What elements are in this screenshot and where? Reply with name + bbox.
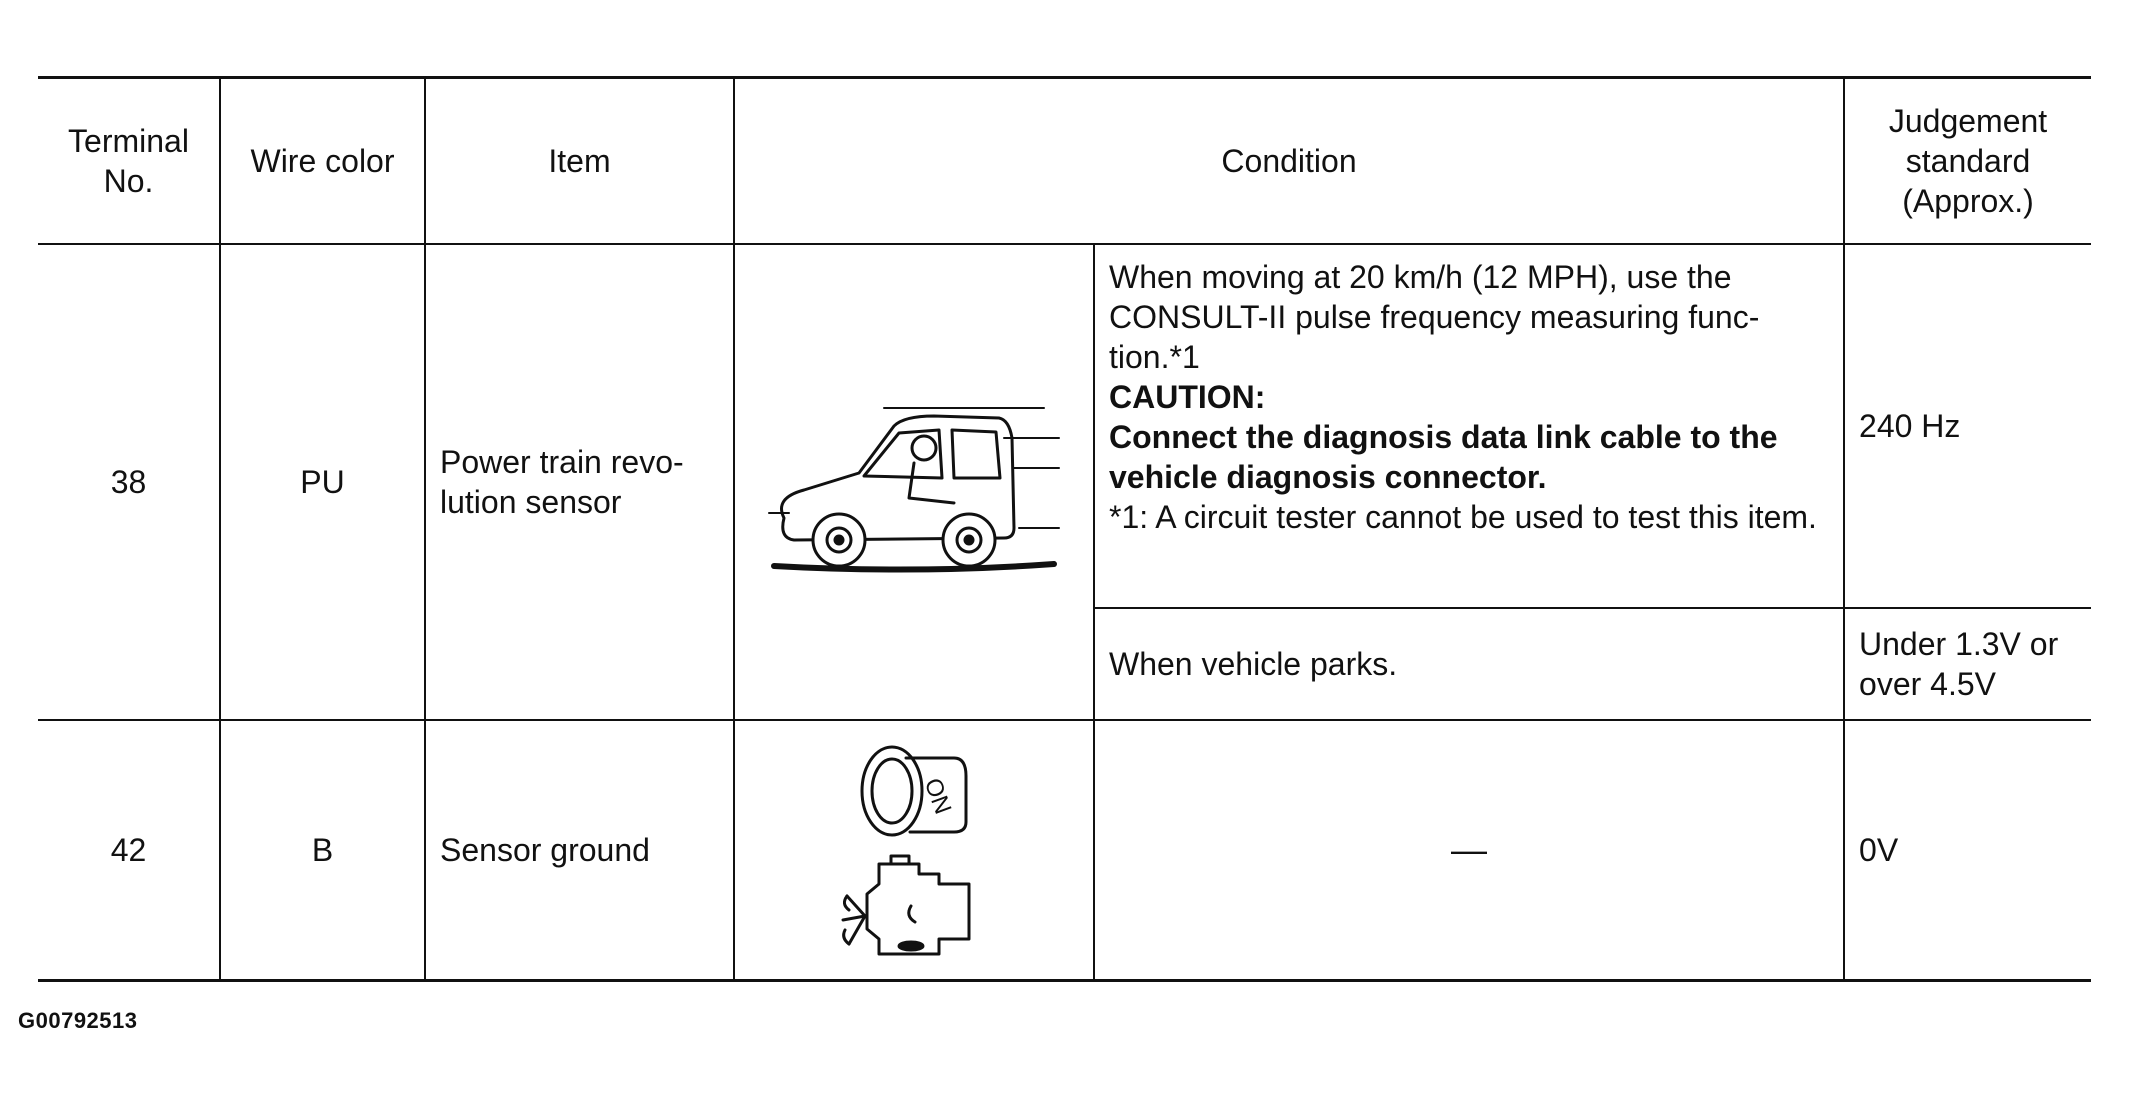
caution-label: CAUTION: xyxy=(1109,379,1266,415)
terminal-spec-table xyxy=(38,76,2091,982)
table-header-row xyxy=(38,78,2091,245)
wire-color-cell: B xyxy=(220,720,425,980)
figure-id: G00792513 xyxy=(18,1008,138,1033)
table-row xyxy=(38,244,2091,608)
item-cell: Sensor ground xyxy=(425,720,734,980)
terminal-cell: 42 xyxy=(38,720,220,980)
engine-running-icon xyxy=(839,854,989,964)
table-row xyxy=(38,720,2091,980)
em-dash: — xyxy=(1451,829,1487,871)
header-terminal-line2: No. xyxy=(103,163,154,199)
condition-driving-text: When moving at 20 km/h (12 MPH), use the CONSULT-II pulse frequency measuring func-tion.*1 xyxy=(1109,259,1760,375)
header-terminal-no xyxy=(38,78,220,245)
condition-driving-cell xyxy=(1094,244,1844,608)
wire-color-cell: PU xyxy=(220,244,425,720)
header-item: Item xyxy=(425,78,734,245)
condition-parked-cell: When vehicle parks. xyxy=(1094,608,1844,720)
footnote-text: *1: A circuit tester cannot be used to test this item. xyxy=(1109,499,1817,535)
header-wire-color: Wire color xyxy=(220,78,425,245)
caution-text: Connect the diagnosis data link cable to the vehicle diagnosis connector. xyxy=(1109,419,1778,495)
judgement-cell-driving: 240 Hz xyxy=(1844,244,2091,608)
condition-icon-cell xyxy=(734,244,1094,720)
header-condition: Condition xyxy=(734,78,1844,245)
judgement-cell-parked: Under 1.3V or over 4.5V xyxy=(1844,608,2091,720)
condition-icon-cell xyxy=(734,720,1094,980)
terminal-cell: 38 xyxy=(38,244,220,720)
header-terminal-line1: Terminal xyxy=(68,123,189,159)
car-with-driver-moving-icon xyxy=(764,378,1064,578)
condition-ground-cell xyxy=(1094,720,1844,980)
svg-text:ON: ON xyxy=(918,774,957,818)
judgement-cell-ground: 0V xyxy=(1844,720,2091,980)
header-judgement: Judgement standard (Approx.) xyxy=(1844,78,2091,245)
ignition-key-on-icon xyxy=(854,736,974,846)
item-cell: Power train revo- lution sensor xyxy=(425,244,734,720)
